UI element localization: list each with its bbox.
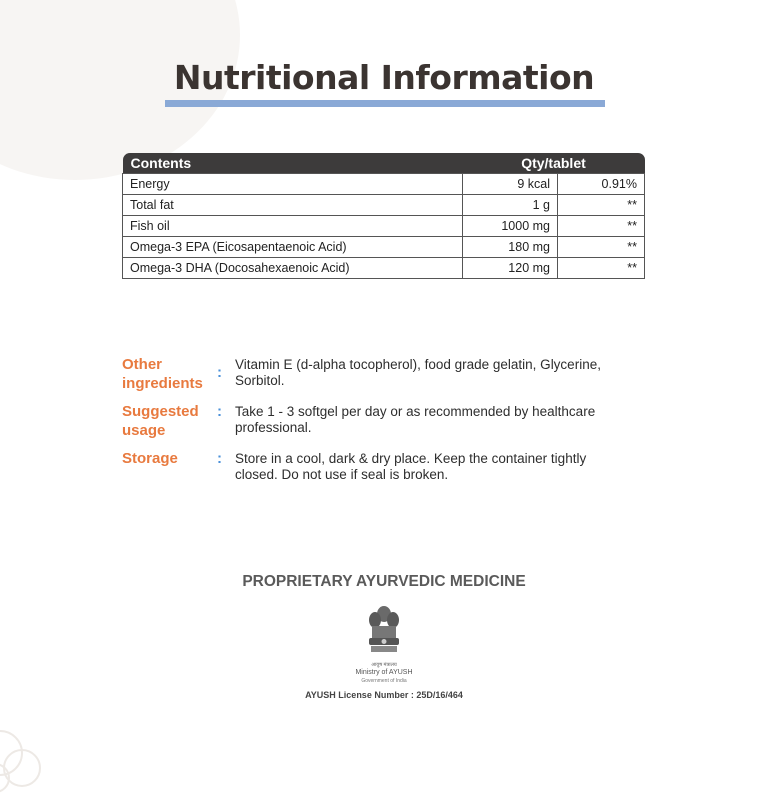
license-number: AYUSH License Number : 25D/16/464 bbox=[305, 690, 463, 700]
row-qty: 180 mg bbox=[463, 237, 558, 258]
info-label: Storage bbox=[122, 450, 178, 467]
emblem-hindi-text: आयुष मंत्रालय bbox=[371, 662, 397, 668]
row-pct: ** bbox=[558, 195, 645, 216]
row-pct: ** bbox=[558, 237, 645, 258]
title-underline bbox=[165, 100, 605, 107]
row-pct: ** bbox=[558, 216, 645, 237]
row-pct: 0.91% bbox=[558, 174, 645, 195]
info-other-ingredients bbox=[122, 355, 602, 393]
row-pct: ** bbox=[558, 258, 645, 279]
info-label: Other ingredients bbox=[122, 356, 203, 392]
proprietary-label: PROPRIETARY AYURVEDIC MEDICINE bbox=[242, 573, 526, 590]
table-row bbox=[123, 174, 645, 195]
nutrition-table bbox=[122, 153, 645, 279]
info-value: Take 1 - 3 softgel per day or as recommended by healthcare professional. bbox=[235, 404, 596, 435]
national-emblem-icon bbox=[364, 604, 404, 662]
info-value: Store in a cool, dark & dry place. Keep the container tightly closed. Do not use if seal is broken. bbox=[235, 451, 587, 482]
row-qty: 120 mg bbox=[463, 258, 558, 279]
row-name: Omega-3 DHA (Docosahexaenoic Acid) bbox=[123, 258, 463, 279]
table-row bbox=[123, 237, 645, 258]
row-qty: 1000 mg bbox=[463, 216, 558, 237]
table-row bbox=[123, 216, 645, 237]
row-name: Omega-3 EPA (Eicosapentaenoic Acid) bbox=[123, 237, 463, 258]
table-row bbox=[123, 195, 645, 216]
emblem-government: Government of India bbox=[361, 678, 407, 684]
info-storage bbox=[122, 449, 602, 483]
info-colon: : bbox=[217, 364, 222, 381]
table-header-row bbox=[123, 153, 645, 174]
header-contents: Contents bbox=[123, 153, 463, 174]
header-qty: Qty/tablet bbox=[463, 153, 645, 174]
decorative-circles-bottom-left bbox=[0, 698, 70, 808]
row-name: Fish oil bbox=[123, 216, 463, 237]
info-value: Vitamin E (d-alpha tocopherol), food grade gelatin, Glycerine, Sorbitol. bbox=[235, 357, 601, 388]
page-title: Nutritional Information bbox=[173, 58, 595, 97]
info-label: Suggested usage bbox=[122, 403, 199, 439]
row-qty: 9 kcal bbox=[463, 174, 558, 195]
row-name: Total fat bbox=[123, 195, 463, 216]
row-qty: 1 g bbox=[463, 195, 558, 216]
emblem-ministry: Ministry of AYUSH bbox=[355, 669, 413, 676]
row-name: Energy bbox=[123, 174, 463, 195]
info-suggested-usage bbox=[122, 402, 602, 440]
info-colon: : bbox=[217, 403, 222, 420]
table-row bbox=[123, 258, 645, 279]
info-colon: : bbox=[217, 450, 222, 467]
product-info bbox=[122, 355, 602, 492]
